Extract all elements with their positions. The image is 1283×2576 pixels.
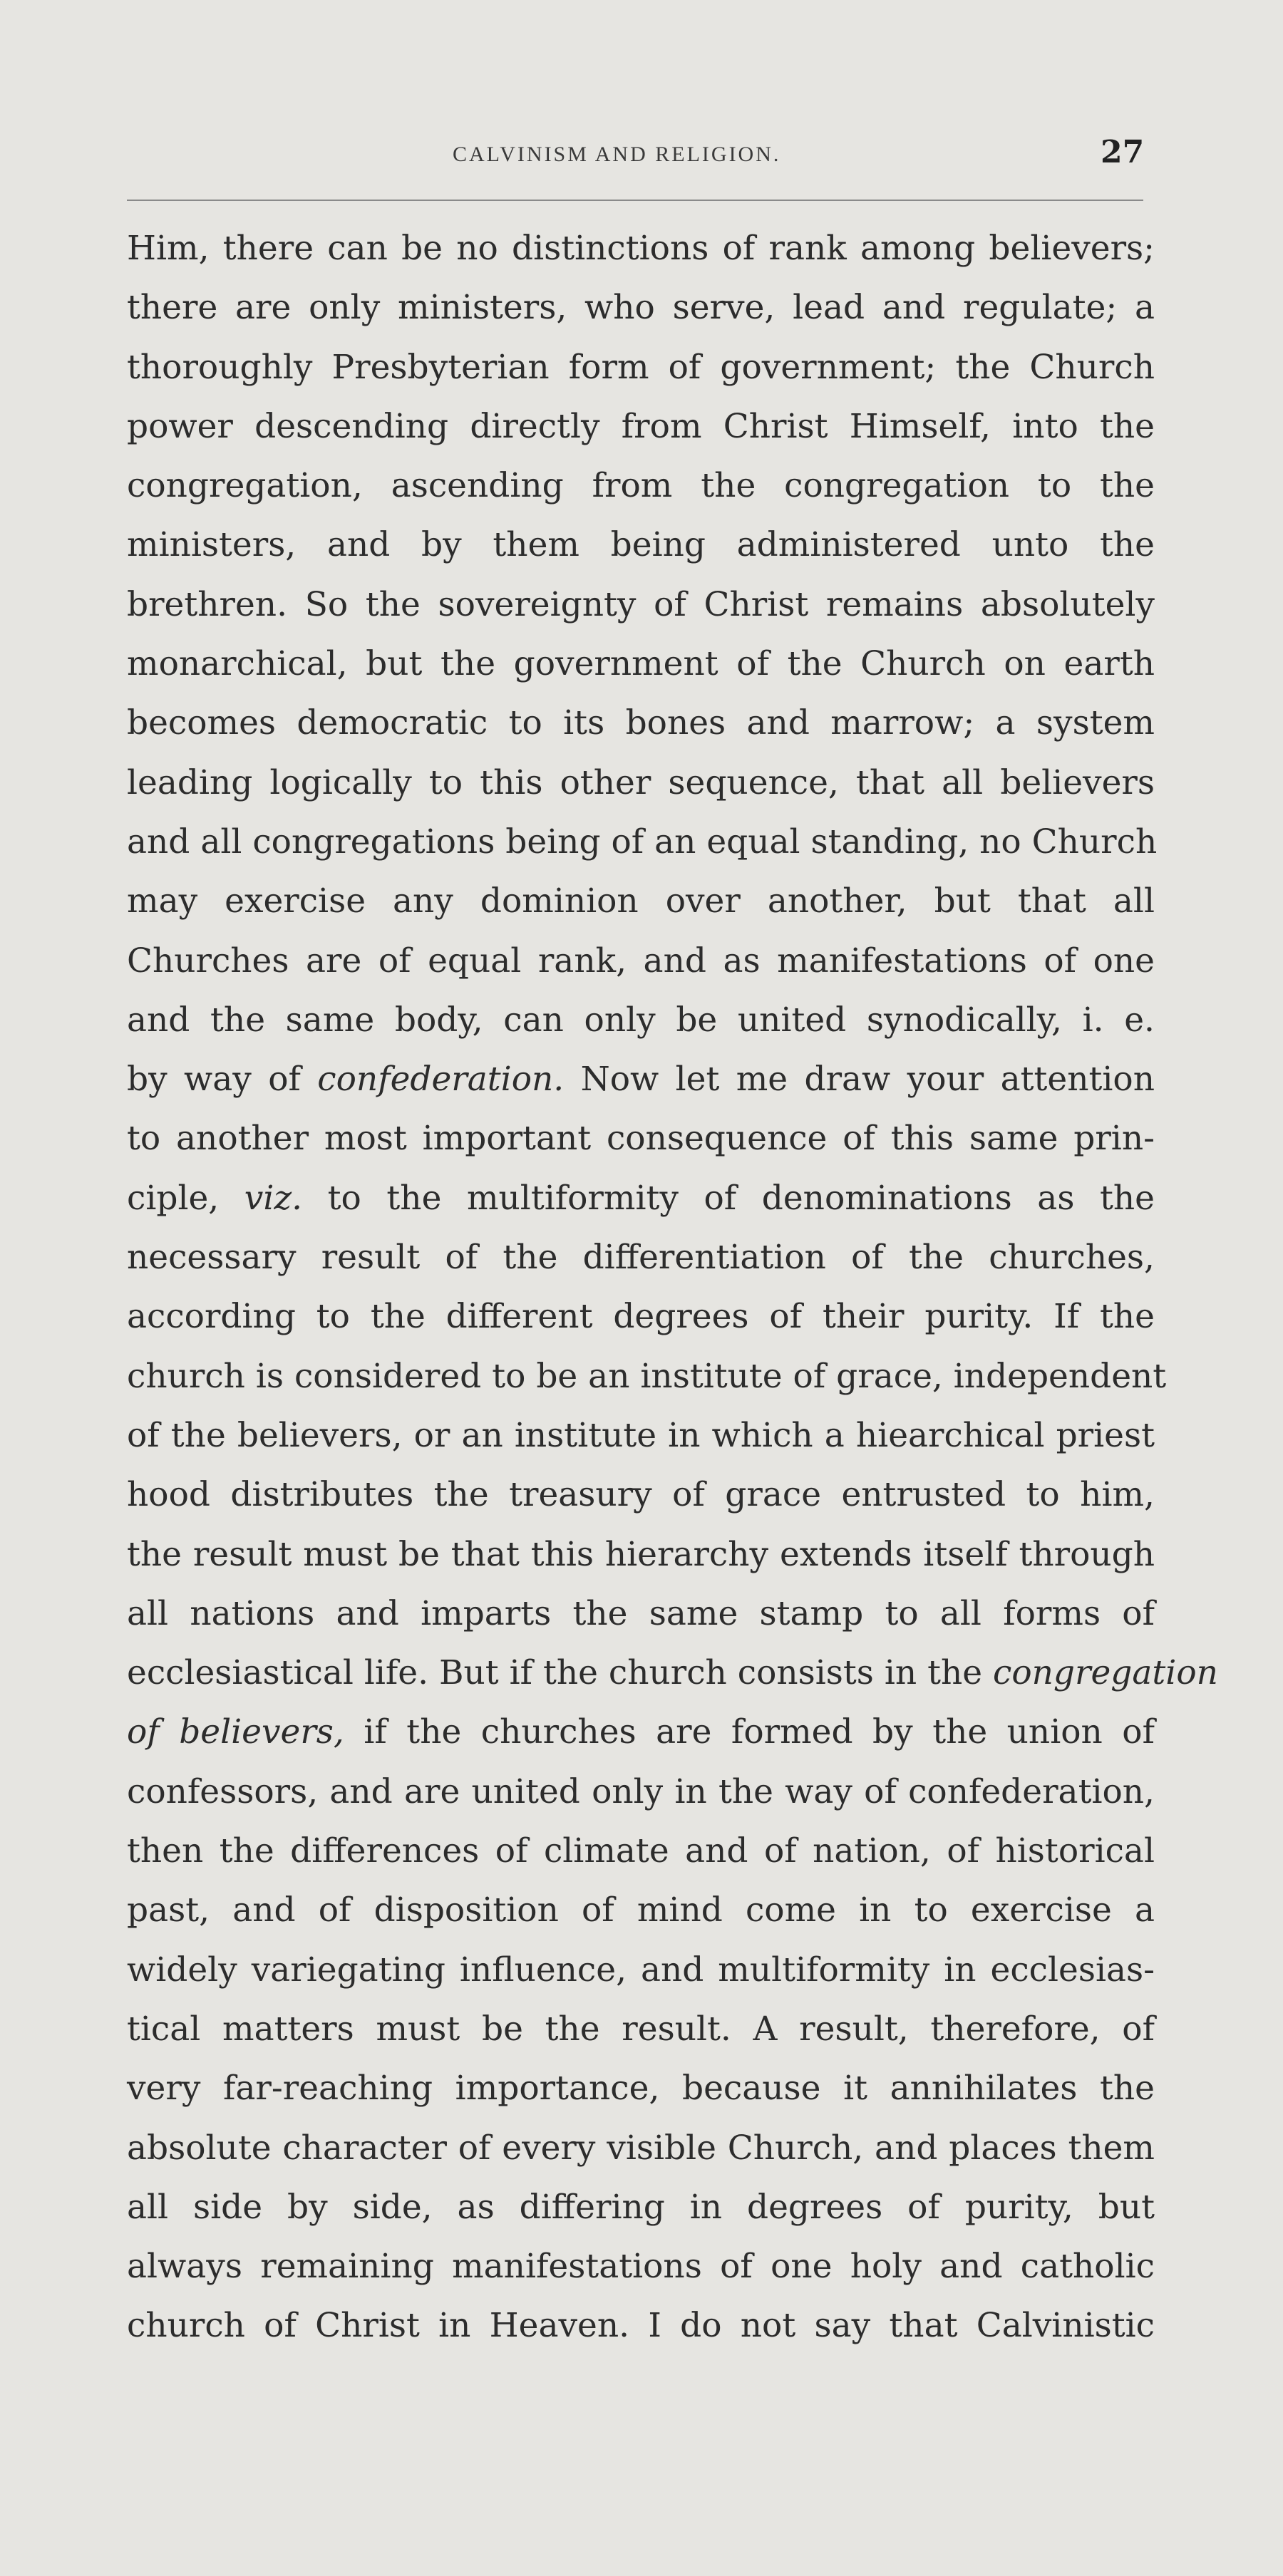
text-segment: to another most important consequence of this same prin- bbox=[127, 1119, 1155, 1159]
text-segment: by way of bbox=[127, 1060, 318, 1100]
body-text bbox=[127, 219, 1218, 2356]
text-line bbox=[127, 1821, 1155, 1881]
text-segment: if the churches are formed by the union of bbox=[344, 1712, 1155, 1752]
text-line bbox=[127, 1584, 1155, 1643]
text-segment: tical matters must be the result. A result, therefore, of bbox=[127, 2009, 1155, 2049]
text-segment: absolute character of every visible Church, and places them bbox=[127, 2128, 1155, 2168]
text-line bbox=[127, 1109, 1155, 1168]
text-segment: ciple, bbox=[127, 1178, 244, 1218]
text-line bbox=[127, 1287, 1155, 1346]
text-segment: church of Christ in Heaven. I do not say that Calvinistic bbox=[127, 2306, 1155, 2346]
text-segment: there are only ministers, who serve, lead and regulate; a bbox=[127, 288, 1155, 328]
italic-text-segment: of believers, bbox=[127, 1712, 344, 1752]
text-line bbox=[127, 753, 1155, 812]
text-segment: and the same body, can only be united synodically, i. e. bbox=[127, 1000, 1155, 1040]
text-segment: and all congregations being of an equal standing, no Church bbox=[127, 822, 1158, 862]
text-line bbox=[127, 2296, 1155, 2355]
text-line bbox=[127, 1169, 1155, 1228]
text-segment: the result must be that this hierarchy extends itself through bbox=[127, 1534, 1155, 1574]
text-line bbox=[127, 397, 1155, 456]
text-segment: leading logically to this other sequence, that all believers bbox=[127, 762, 1155, 802]
text-segment: becomes democratic to its bones and marrow; a system bbox=[127, 703, 1155, 743]
text-line bbox=[127, 2178, 1155, 2237]
text-segment: to the multiformity of denominations as the bbox=[302, 1178, 1155, 1218]
text-segment: past, and of disposition of mind come in to exercise a bbox=[127, 1890, 1155, 1930]
text-segment: widely variegating influence, and multiformity in ecclesias- bbox=[127, 1950, 1155, 1990]
text-line bbox=[127, 2059, 1155, 2118]
text-segment: all nations and imparts the same stamp to all forms of bbox=[127, 1593, 1155, 1633]
text-segment: necessary result of the differentiation of the churches, bbox=[127, 1238, 1155, 1278]
header-rule bbox=[127, 200, 1143, 201]
text-segment: all side by side, as differing in degrees of purity, but bbox=[127, 2187, 1155, 2227]
text-line bbox=[127, 990, 1155, 1050]
text-line bbox=[127, 1465, 1155, 1524]
text-segment: church is considered to be an institute of grace, independent bbox=[127, 1356, 1167, 1396]
text-line bbox=[127, 278, 1155, 337]
text-segment: confessors, and are united only in the way of confederation, bbox=[127, 1771, 1155, 1811]
text-line bbox=[127, 338, 1155, 397]
text-line bbox=[127, 1762, 1155, 1821]
text-segment: then the differences of climate and of nation, of historical bbox=[127, 1831, 1155, 1871]
text-line bbox=[127, 1347, 1167, 1406]
text-line bbox=[127, 693, 1155, 752]
text-line bbox=[127, 812, 1158, 871]
text-line bbox=[127, 1881, 1155, 1940]
text-segment: thoroughly Presbyterian form of government; the Church bbox=[127, 347, 1155, 387]
text-line bbox=[127, 634, 1155, 693]
text-line bbox=[127, 1050, 1155, 1109]
text-line bbox=[127, 575, 1155, 634]
text-line bbox=[127, 1406, 1155, 1465]
text-segment: hood distributes the treasury of grace entrusted to him, bbox=[127, 1475, 1155, 1515]
italic-text-segment: congregation bbox=[993, 1653, 1218, 1693]
text-segment: ministers, and by them being administered unto the bbox=[127, 525, 1155, 565]
text-line bbox=[127, 515, 1155, 574]
text-line bbox=[127, 219, 1155, 278]
text-line bbox=[127, 1940, 1155, 2000]
text-segment: Him, there can be no distinctions of rank among believers; bbox=[127, 229, 1155, 268]
text-segment: always remaining manifestations of one holy and catholic bbox=[127, 2247, 1155, 2287]
text-line bbox=[127, 2237, 1155, 2296]
text-line bbox=[127, 1525, 1155, 1584]
text-segment: may exercise any dominion over another, but that all bbox=[127, 881, 1155, 921]
italic-text-segment: confederation. bbox=[317, 1060, 565, 1100]
text-line bbox=[127, 2119, 1155, 2178]
text-segment: power descending directly from Christ Himself, into the bbox=[127, 406, 1155, 446]
text-segment: Churches are of equal rank, and as manifestations of one bbox=[127, 941, 1155, 981]
text-line bbox=[127, 1228, 1155, 1287]
text-segment: according to the different degrees of their purity. If the bbox=[127, 1297, 1155, 1337]
text-segment: of the believers, or an institute in which a hiearchical priest bbox=[127, 1415, 1155, 1455]
text-segment: ecclesiastical life. But if the church consists in the bbox=[127, 1653, 994, 1693]
text-line bbox=[127, 2000, 1155, 2059]
text-line bbox=[127, 1643, 1218, 1702]
text-segment: Now let me draw your attention bbox=[564, 1060, 1155, 1100]
text-line bbox=[127, 871, 1155, 931]
running-head-title: CALVINISM AND RELIGION. bbox=[453, 143, 781, 166]
page-number: 27 bbox=[1101, 134, 1145, 170]
italic-text-segment: viz. bbox=[244, 1178, 303, 1218]
text-segment: very far-reaching importance, because it annihilates the bbox=[127, 2069, 1155, 2109]
text-segment: congregation, ascending from the congregation to the bbox=[127, 466, 1155, 506]
text-line bbox=[127, 456, 1155, 515]
text-segment: monarchical, but the government of the Church on earth bbox=[127, 644, 1155, 684]
text-line bbox=[127, 931, 1155, 990]
text-line bbox=[127, 1702, 1155, 1762]
text-segment: brethren. So the sovereignty of Christ remains absolutely bbox=[127, 584, 1155, 624]
